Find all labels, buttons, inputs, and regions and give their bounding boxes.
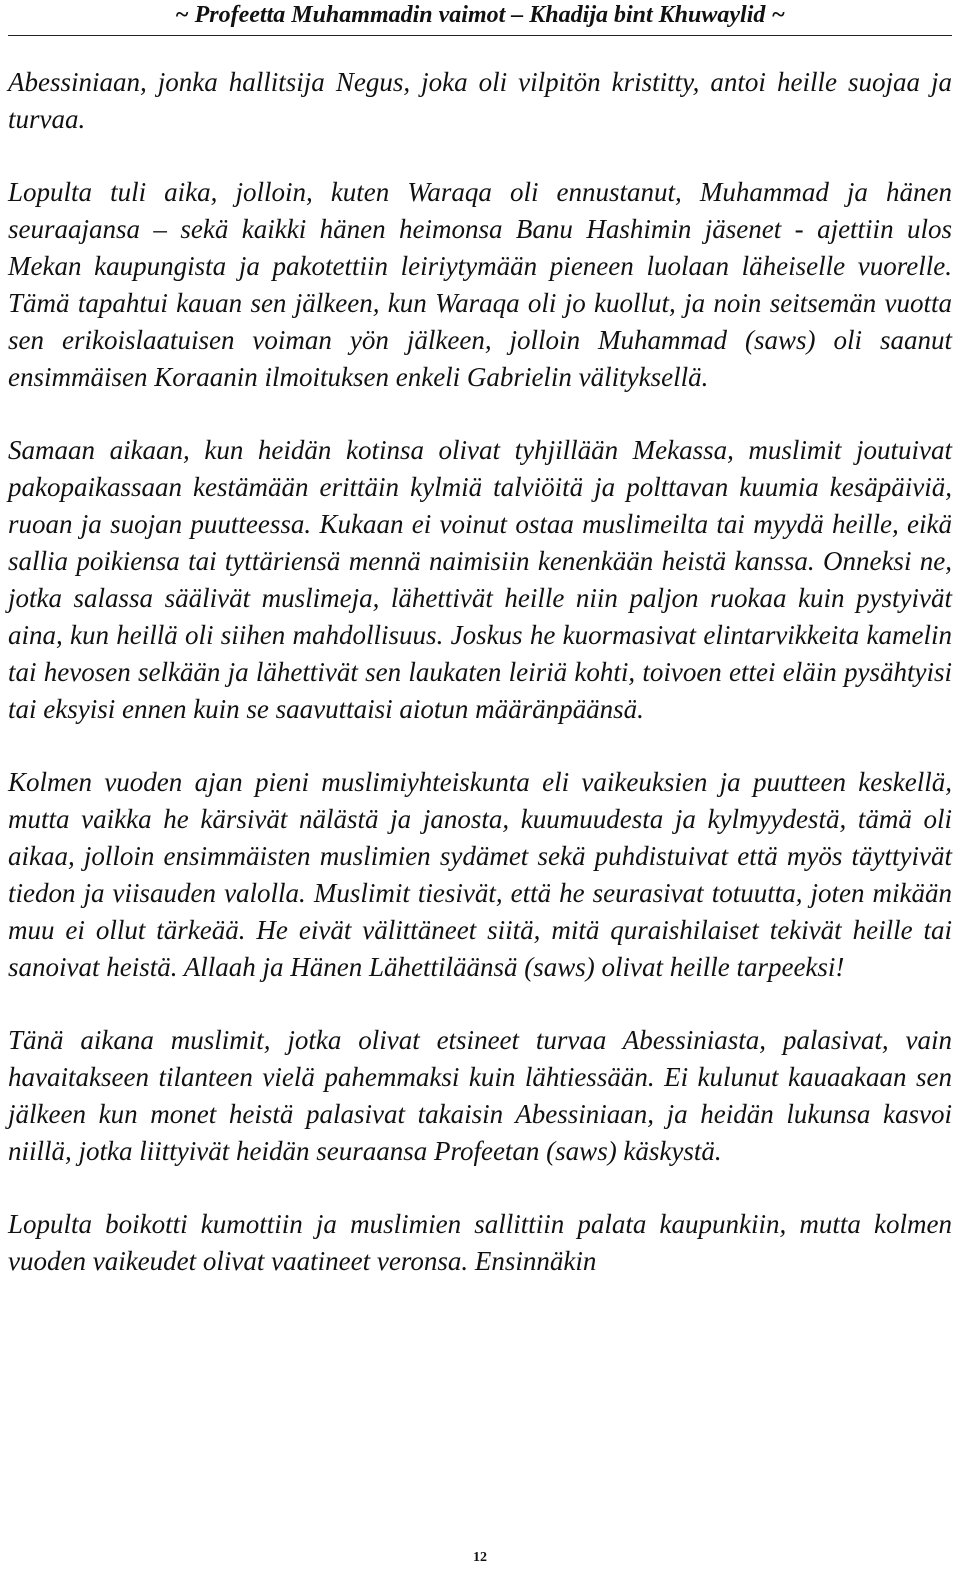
paragraph-3: Samaan aikaan, kun heidän kotinsa olivat tyhjillään Mekassa, muslimit joutuivat pakopaikassaan kestämään erittäin kylmiä talviöitä ja polttavan kuumia kesäpäiviä, ruoan ja suojan puutteessa. Kukaan ei voinut ostaa muslimeilta tai myydä heille, eikä sallia poikiensa tai tyttäriensä mennä naimisiin kenenkään heistä kanssa. Onneksi ne, jotka salassa säälivät muslimeja, lähettivät heille niin paljon ruokaa kuin pystyivät aina, kun heillä oli siihen mahdollisuus. Joskus he kuormasivat elintarvikkeita kamelin tai hevosen selkään ja lähettivät sen laukaten leiriä kohti, toivoen ettei eläin pysähtyisi tai eksyisi ennen kuin se saavuttaisi aiotun määränpäänsä. (8, 435, 952, 724)
paragraph-5: Tänä aikana muslimit, jotka olivat etsineet turvaa Abessiniasta, palasivat, vain havaitakseen tilanteen vielä pahemmaksi kuin lähtiessään. Ei kulunut kauaakaan sen jälkeen kun monet heistä palasivat takaisin Abessiniaan, ja heidän lukunsa kasvoi niillä, jotka liittyivät heidän seuraansa Profeetan (saws) käskystä. (8, 1025, 952, 1166)
paragraph-4: Kolmen vuoden ajan pieni muslimiyhteiskunta eli vaikeuksien ja puutteen keskellä, mutta vaikka he kärsivät nälästä ja janosta, kuumuudesta ja kylmyydestä, tämä oli aikaa, jolloin ensimmäisten muslimien sydämet sekä puhdistuivat että myös täyttyivät tiedon ja viisauden valolla. Muslimit tiesivät, että he seurasivat totuutta, joten mikään muu ei ollut tärkeää. He eivät välittäneet siitä, mitä quraishilaiset tekivät heille tai sanoivat heistä. Allaah ja Hänen Lähettiläänsä (saws) olivat heille tarpeeksi! (8, 767, 952, 982)
header-divider (8, 35, 952, 36)
page-number: 12 (473, 1550, 487, 1565)
paragraph-2: Lopulta tuli aika, jolloin, kuten Waraqa oli ennustanut, Muhammad ja hänen seuraajansa – sekä kaikki hänen heimonsa Banu Hashimin jäsenet - ajettiin ulos Mekan kaupungista ja pakotettiin leiriytymään pieneen luolaan läheiselle vuorelle. Tämä tapahtui kauan sen jälkeen, kun Waraqa oli jo kuollut, ja noin seitsemän vuotta sen erikoislaatuisen voiman yön jälkeen, jolloin Muhammad (saws) oli saanut ensimmäisen Koraanin ilmoituksen enkeli Gabrielin välityksellä. (8, 177, 952, 392)
paragraph-1: Abessiniaan, jonka hallitsija Negus, joka oli vilpitön kristitty, antoi heille suojaa ja turvaa. (8, 67, 952, 134)
body-text (8, 64, 952, 1316)
running-header: ~ Profeetta Muhammadin vaimot – Khadija bint Khuwaylid ~ (174, 2, 786, 28)
paragraph-6: Lopulta boikotti kumottiin ja muslimien sallittiin palata kaupunkiin, mutta kolmen vuoden vaikeudet olivat vaatineet veronsa. Ensinnäkin (8, 1209, 952, 1276)
